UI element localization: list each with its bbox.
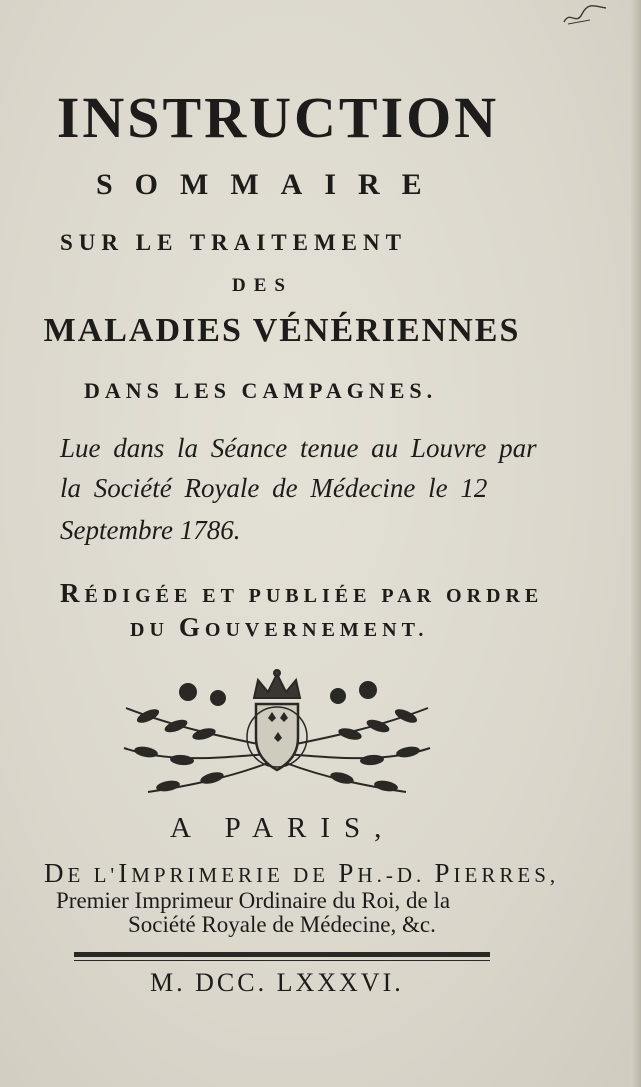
thin-rule <box>74 960 490 961</box>
government-line <box>130 612 530 643</box>
published-initial: R <box>60 578 85 608</box>
reading-note-line-2: la Société Royale de Médecine le 12 <box>60 473 488 503</box>
reading-note-line-1: Lue dans la Séance tenue au Louvre par <box>60 433 537 463</box>
printer-line-2: Premier Imprimeur Ordinaire du Roi, de la <box>56 888 451 913</box>
government-initial: G <box>178 612 205 642</box>
printer-initial-i: I <box>118 858 132 888</box>
printer-line-3: Société Royale de Médecine, &c. <box>128 912 436 937</box>
publication-date: M. DCC. LXXXVI. <box>150 968 404 997</box>
printer-text-a: E L' <box>67 863 119 887</box>
subtitle-traitement: SUR LE TRAITEMENT <box>60 230 407 255</box>
royal-crown-laurel-emblem-icon <box>118 668 436 798</box>
subtitle-campagnes: DANS LES CAMPAGNES. <box>84 378 438 403</box>
book-title: INSTRUCTION <box>56 85 500 150</box>
printer-text-d: IERRES, <box>453 863 560 887</box>
printer-initial-p: P <box>338 858 358 888</box>
government-rest: OUVERNEMENT. <box>204 619 429 641</box>
handwritten-mark-icon <box>560 2 610 28</box>
published-rest: ÉDIGÉE ET PUBLIÉE PAR ORDRE <box>84 585 544 607</box>
imprint-place: A PARIS, <box>170 812 396 844</box>
page-edge <box>631 0 641 1087</box>
ornamental-rule <box>74 952 490 957</box>
reading-note-line-3: Septembre 1786. <box>60 515 241 545</box>
government-prefix: DU <box>130 619 179 641</box>
subtitle-des: DES <box>232 275 293 296</box>
printer-initial-p2: P <box>434 858 454 888</box>
printer-initial-d: D <box>44 858 68 888</box>
printer-text-c: H.-D. <box>357 863 435 887</box>
subtitle-maladies: MALADIES VÉNÉRIENNES <box>43 312 521 349</box>
published-by-line <box>60 578 544 609</box>
printer-line-1 <box>44 858 560 889</box>
subtitle-sommaire: SOMMAIRE <box>96 168 444 201</box>
printer-text-b: MPRIMERIE DE <box>131 863 339 887</box>
